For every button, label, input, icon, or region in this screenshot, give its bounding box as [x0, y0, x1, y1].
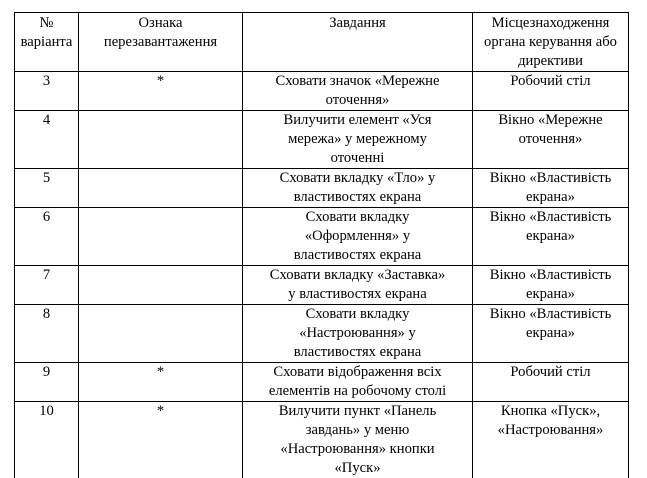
cell-location: Вікно «Мережне оточення» [473, 111, 629, 169]
cell-reboot: * [79, 402, 243, 478]
cell-task: Сховати відображення всіх елементів на робочому столі [243, 363, 473, 402]
cell-task: Сховати значок «Мережне оточення» [243, 72, 473, 111]
header-task: Завдання [243, 13, 473, 72]
assignments-table [14, 12, 629, 478]
table-row [15, 402, 629, 478]
cell-task: Сховати вкладку «Настроювання» у властивостях екрана [243, 305, 473, 363]
table-body [15, 72, 629, 478]
cell-location: Робочий стіл [473, 72, 629, 111]
cell-reboot [79, 208, 243, 266]
cell-variant: 10 [15, 402, 79, 478]
cell-task: Вилучити елемент «Уся мережа» у мережному оточенні [243, 111, 473, 169]
cell-task: Вилучити пункт «Панель завдань» у меню «Настроювання» кнопки «Пуск» [243, 402, 473, 478]
cell-reboot [79, 169, 243, 208]
cell-location: Вікно «Властивість екрана» [473, 266, 629, 305]
cell-variant: 6 [15, 208, 79, 266]
cell-reboot [79, 111, 243, 169]
header-variant: № варіанта [15, 13, 79, 72]
header-row [15, 13, 629, 72]
table-row [15, 208, 629, 266]
header-reboot: Ознака перезавантаження [79, 13, 243, 72]
table-row [15, 169, 629, 208]
header-location: Місцезнаходження органа керування або директиви [473, 13, 629, 72]
table-row [15, 111, 629, 169]
cell-variant: 9 [15, 363, 79, 402]
cell-variant: 5 [15, 169, 79, 208]
table-header [15, 13, 629, 72]
cell-variant: 8 [15, 305, 79, 363]
cell-location: Вікно «Властивість екрана» [473, 305, 629, 363]
cell-location: Робочий стіл [473, 363, 629, 402]
cell-reboot [79, 266, 243, 305]
table-row [15, 363, 629, 402]
cell-task: Сховати вкладку «Тло» у властивостях екрана [243, 169, 473, 208]
cell-location: Кнопка «Пуск», «Настроювання» [473, 402, 629, 478]
cell-location: Вікно «Властивість екрана» [473, 169, 629, 208]
cell-location: Вікно «Властивість екрана» [473, 208, 629, 266]
cell-variant: 4 [15, 111, 79, 169]
cell-reboot: * [79, 363, 243, 402]
cell-reboot [79, 305, 243, 363]
table-row [15, 305, 629, 363]
cell-task: Сховати вкладку «Заставка» у властивостях екрана [243, 266, 473, 305]
cell-variant: 7 [15, 266, 79, 305]
cell-variant: 3 [15, 72, 79, 111]
table-row [15, 72, 629, 111]
cell-reboot: * [79, 72, 243, 111]
cell-task: Сховати вкладку «Оформлення» у властивостях екрана [243, 208, 473, 266]
table-row [15, 266, 629, 305]
